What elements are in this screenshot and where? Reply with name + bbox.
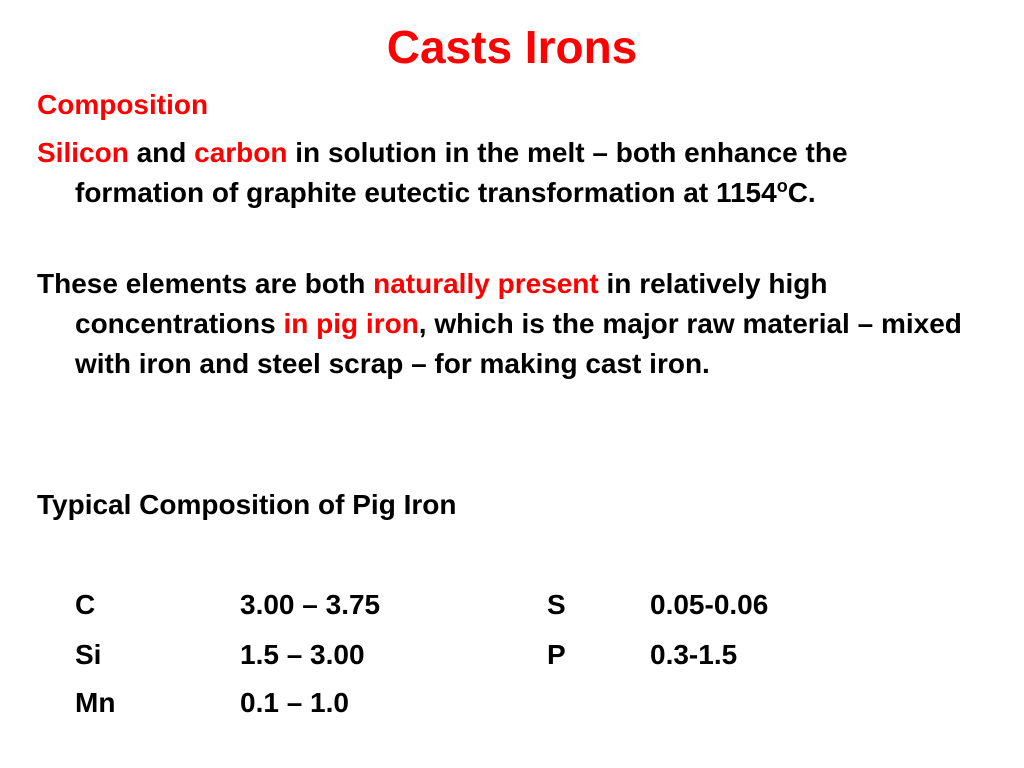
text-segment: in solution in the melt – both enhance the formation of graphite eutectic transformation at 1154 (75, 137, 848, 208)
highlight-in-pig-iron: in pig iron (283, 308, 419, 339)
element-range: 0.1 – 1.0 (240, 687, 349, 718)
table-row (0, 683, 1024, 723)
slide-title: Casts Irons (386, 21, 638, 73)
element-symbol: Si (75, 639, 102, 670)
text-segment: , which is the major raw material – mixed with iron and steel scrap – for making cast iron. (75, 308, 962, 379)
paragraph-silicon-carbon (37, 133, 977, 213)
element-range: 0.05-0.06 (650, 589, 769, 620)
section-heading: Composition (37, 89, 209, 120)
text-segment: and (128, 137, 195, 168)
text-segment: These elements are both (37, 268, 374, 299)
element-range: 3.00 – 3.75 (240, 589, 381, 620)
table-row (0, 585, 1024, 625)
element-symbol: S (547, 589, 566, 620)
element-symbol: Mn (75, 687, 116, 718)
element-range: 1.5 – 3.00 (240, 639, 365, 670)
element-symbol: P (547, 639, 566, 670)
highlight-naturally-present: naturally present (373, 268, 599, 299)
highlight-silicon: Silicon (37, 137, 129, 168)
paragraph-elements (37, 264, 977, 384)
degree-superscript: o (776, 176, 788, 196)
table-row (0, 635, 1024, 675)
table-heading: Typical Composition of Pig Iron (37, 489, 457, 520)
element-range: 0.3-1.5 (650, 639, 738, 670)
element-symbol: C (75, 589, 96, 620)
highlight-carbon: carbon (194, 137, 288, 168)
text-segment: C. (787, 177, 816, 208)
text-segment: in relatively high concentrations (75, 268, 828, 339)
